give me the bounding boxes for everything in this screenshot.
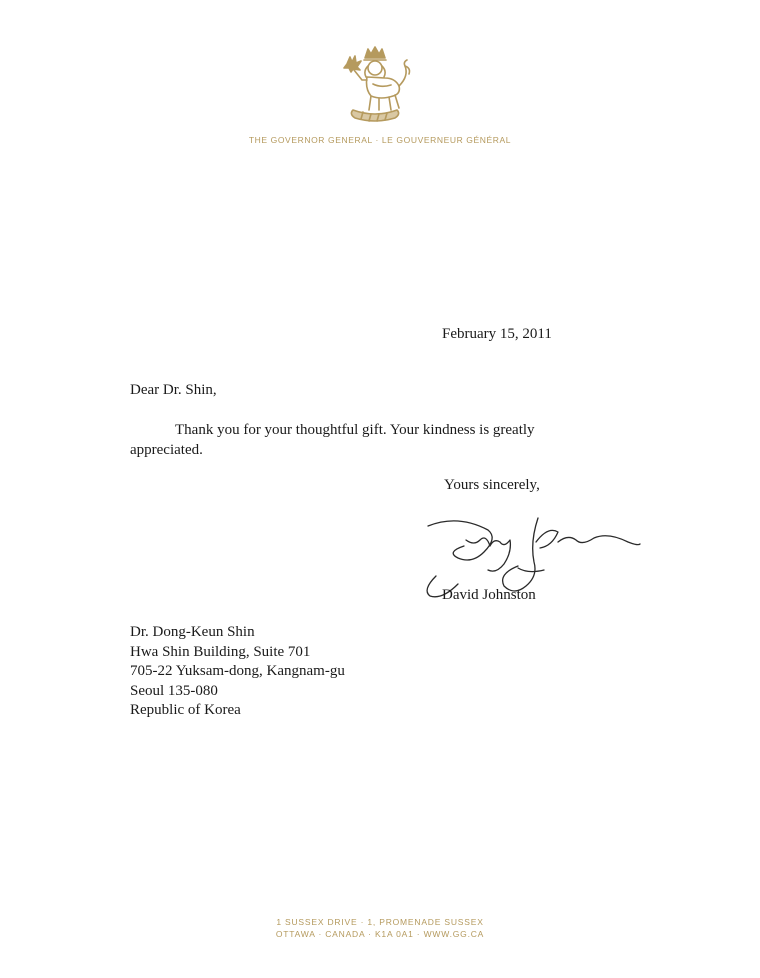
address-line: Seoul 135-080 (130, 682, 218, 699)
letter-date: February 15, 2011 (442, 326, 552, 342)
letterhead-title: THE GOVERNOR GENERAL · LE GOUVERNEUR GÉNÉRAL (248, 135, 512, 145)
footer-address-line: 1 SUSSEX DRIVE · 1, PROMENADE SUSSEX (276, 917, 484, 927)
footer-contact-line: OTTAWA · CANADA · K1A 0A1 · WWW.GG.CA (275, 929, 485, 939)
royal-crest-icon (335, 44, 415, 128)
closing: Yours sincerely, (444, 477, 540, 493)
recipient-address (130, 623, 345, 721)
salutation: Dear Dr. Shin, (130, 382, 217, 398)
address-line: Hwa Shin Building, Suite 701 (130, 643, 311, 660)
signer-name: David Johnston (442, 587, 536, 603)
address-line: 705-22 Yuksam-dong, Kangnam-gu (130, 663, 345, 680)
letter-body: Thank you for your thoughtful gift. Your kindness is greatly appreciated. (130, 422, 535, 458)
letterhead-footer (0, 916, 760, 940)
address-line: Dr. Dong-Keun Shin (130, 624, 255, 640)
address-line: Republic of Korea (130, 702, 241, 719)
